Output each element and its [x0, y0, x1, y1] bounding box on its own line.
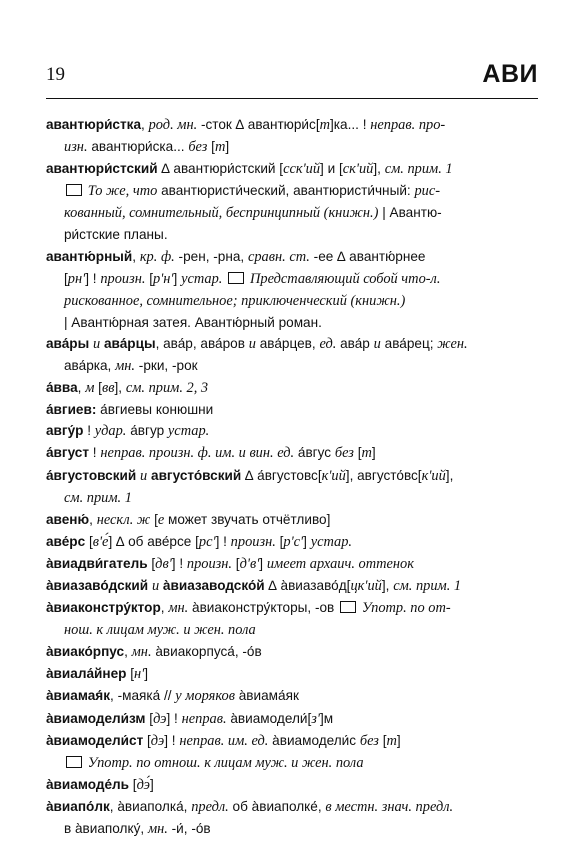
square-icon	[66, 184, 82, 196]
entry-line: изн. авантюри́ска... без [т]	[64, 139, 230, 156]
entry-line: | Авантю́рная затея. Авантю́рный роман.	[64, 314, 322, 330]
entry-line: а́вгиев: а́вгиевы конюшни	[46, 402, 214, 418]
header-rule	[46, 98, 538, 99]
dictionary-entry	[46, 465, 538, 509]
entry-line: в а̀виаполку́, мн. -и́, -о́в	[64, 821, 211, 837]
page-header	[46, 60, 538, 90]
entry-line: а̀виадви́гатель [дв'] ! произн. [д'в'] имеет архаич. оттенок	[46, 555, 414, 572]
dictionary-entry	[46, 685, 538, 707]
dictionary-entry	[46, 158, 538, 245]
running-head: АВИ	[482, 60, 538, 88]
entry-line: ава́ры и ава́рцы, ава́р, ава́ров и ава́рцев, ед. ава́р и ава́рец; жен.	[46, 335, 468, 352]
entry-line: ава́рка, мн. -рки, -рок	[64, 358, 198, 375]
dictionary-entry	[46, 399, 538, 420]
entry-line: авантюри́стка, род. мн. -сток ∆ авантюри́с[т]ка... ! неправ. про-	[46, 117, 446, 133]
entry-line: а̀виамодели́зм [дэ] ! неправ. а̀виамодели́[з']м	[46, 710, 334, 727]
entry-line: авантю́рный, кр. ф. -рен, -рна, сравн. ст. -ее ∆ авантю́рнее	[46, 248, 426, 265]
entry-line: а́вгустовский и августо́вский ∆ а́вгустовс[к'ий], августо́вс[к'ий],	[46, 467, 454, 484]
page-number: 19	[46, 64, 65, 85]
entry-line: аве́рс [в'е́] ∆ об аве́рсе [рс'] ! произн. [р'с'] устар.	[46, 533, 353, 550]
dictionary-entry	[46, 531, 538, 553]
entry-line: ри́стские планы.	[64, 227, 168, 243]
dictionary-entry	[46, 774, 538, 796]
dictionary-entry	[46, 796, 538, 840]
entry-line: нош. к лицам муж. и жен. пола	[64, 622, 256, 639]
entry-line: а̀виамая́к, -маяка́ // у моряков а̀виама́як	[46, 688, 299, 705]
dictionary-entry	[46, 420, 538, 442]
dictionary-entry	[46, 575, 538, 597]
square-icon	[340, 601, 356, 613]
entry-list	[46, 114, 538, 840]
entry-line: а̀виапо́лк, а̀виаполка́, предл. об а̀виаполке́, в местн. знач. предл.	[46, 798, 454, 815]
entry-line: а̀виако́рпус, мн. а̀виакорпуса́, -о́в	[46, 644, 262, 661]
dictionary-entry	[46, 377, 538, 399]
dictionary-entry	[46, 641, 538, 663]
dictionary-entry	[46, 509, 538, 531]
entry-line: а̀виаконстру́ктор, мн. а̀виаконстру́кторы, -ов Употр. по от-	[46, 600, 451, 617]
entry-line: То же, что авантюристи́ческий, авантюристи́чный: рис-	[46, 180, 538, 202]
dictionary-entry	[46, 708, 538, 730]
dictionary-entry	[46, 553, 538, 575]
square-icon	[66, 756, 82, 768]
dictionary-entry	[46, 730, 538, 774]
entry-line: авгу́р ! удар. а́вгур устар.	[46, 423, 210, 440]
entry-line: Употр. по отнош. к лицам муж. и жен. пола	[46, 752, 538, 774]
entry-line: а̀виазаво́дский и а̀виазаводско́й ∆ а̀виазаво́д[цк'ий], см. прим. 1	[46, 577, 462, 594]
dictionary-entry	[46, 597, 538, 641]
dictionary-entry	[46, 246, 538, 333]
entry-line: [рн'] ! произн. [р'н'] устар. Представляющий собой что-л.	[64, 270, 441, 287]
entry-line: авеню́, нескл. ж [е может звучать отчётливо]	[46, 511, 331, 528]
square-icon	[228, 272, 244, 284]
entry-line: кованный, сомнительный, беспринципный (книжн.) | Авантю-	[64, 205, 442, 222]
dictionary-entry	[46, 663, 538, 685]
dictionary-entry	[46, 114, 538, 158]
dictionary-entry	[46, 442, 538, 464]
entry-line: а́вгуст ! неправ. произн. ф. им. и вин. ед. а́вгус без [т]	[46, 445, 376, 462]
entry-line: а́вва, м [вв], см. прим. 2, 3	[46, 380, 209, 397]
entry-line: а̀виала́йнер [н']	[46, 666, 149, 683]
dictionary-entry	[46, 333, 538, 377]
entry-line: авантюри́стский ∆ авантюри́стский [сск'ий] и [ск'ий], см. прим. 1	[46, 161, 453, 178]
entry-line: а̀виамоде́ль [дэ́]	[46, 776, 154, 793]
entry-line: рискованное, сомнительное; приключенческий (книжн.)	[64, 292, 406, 309]
entry-line: а̀виамодели́ст [дэ] ! неправ. им. ед. а̀виамодели́с без [т]	[46, 732, 401, 749]
entry-line: см. прим. 1	[64, 489, 132, 506]
